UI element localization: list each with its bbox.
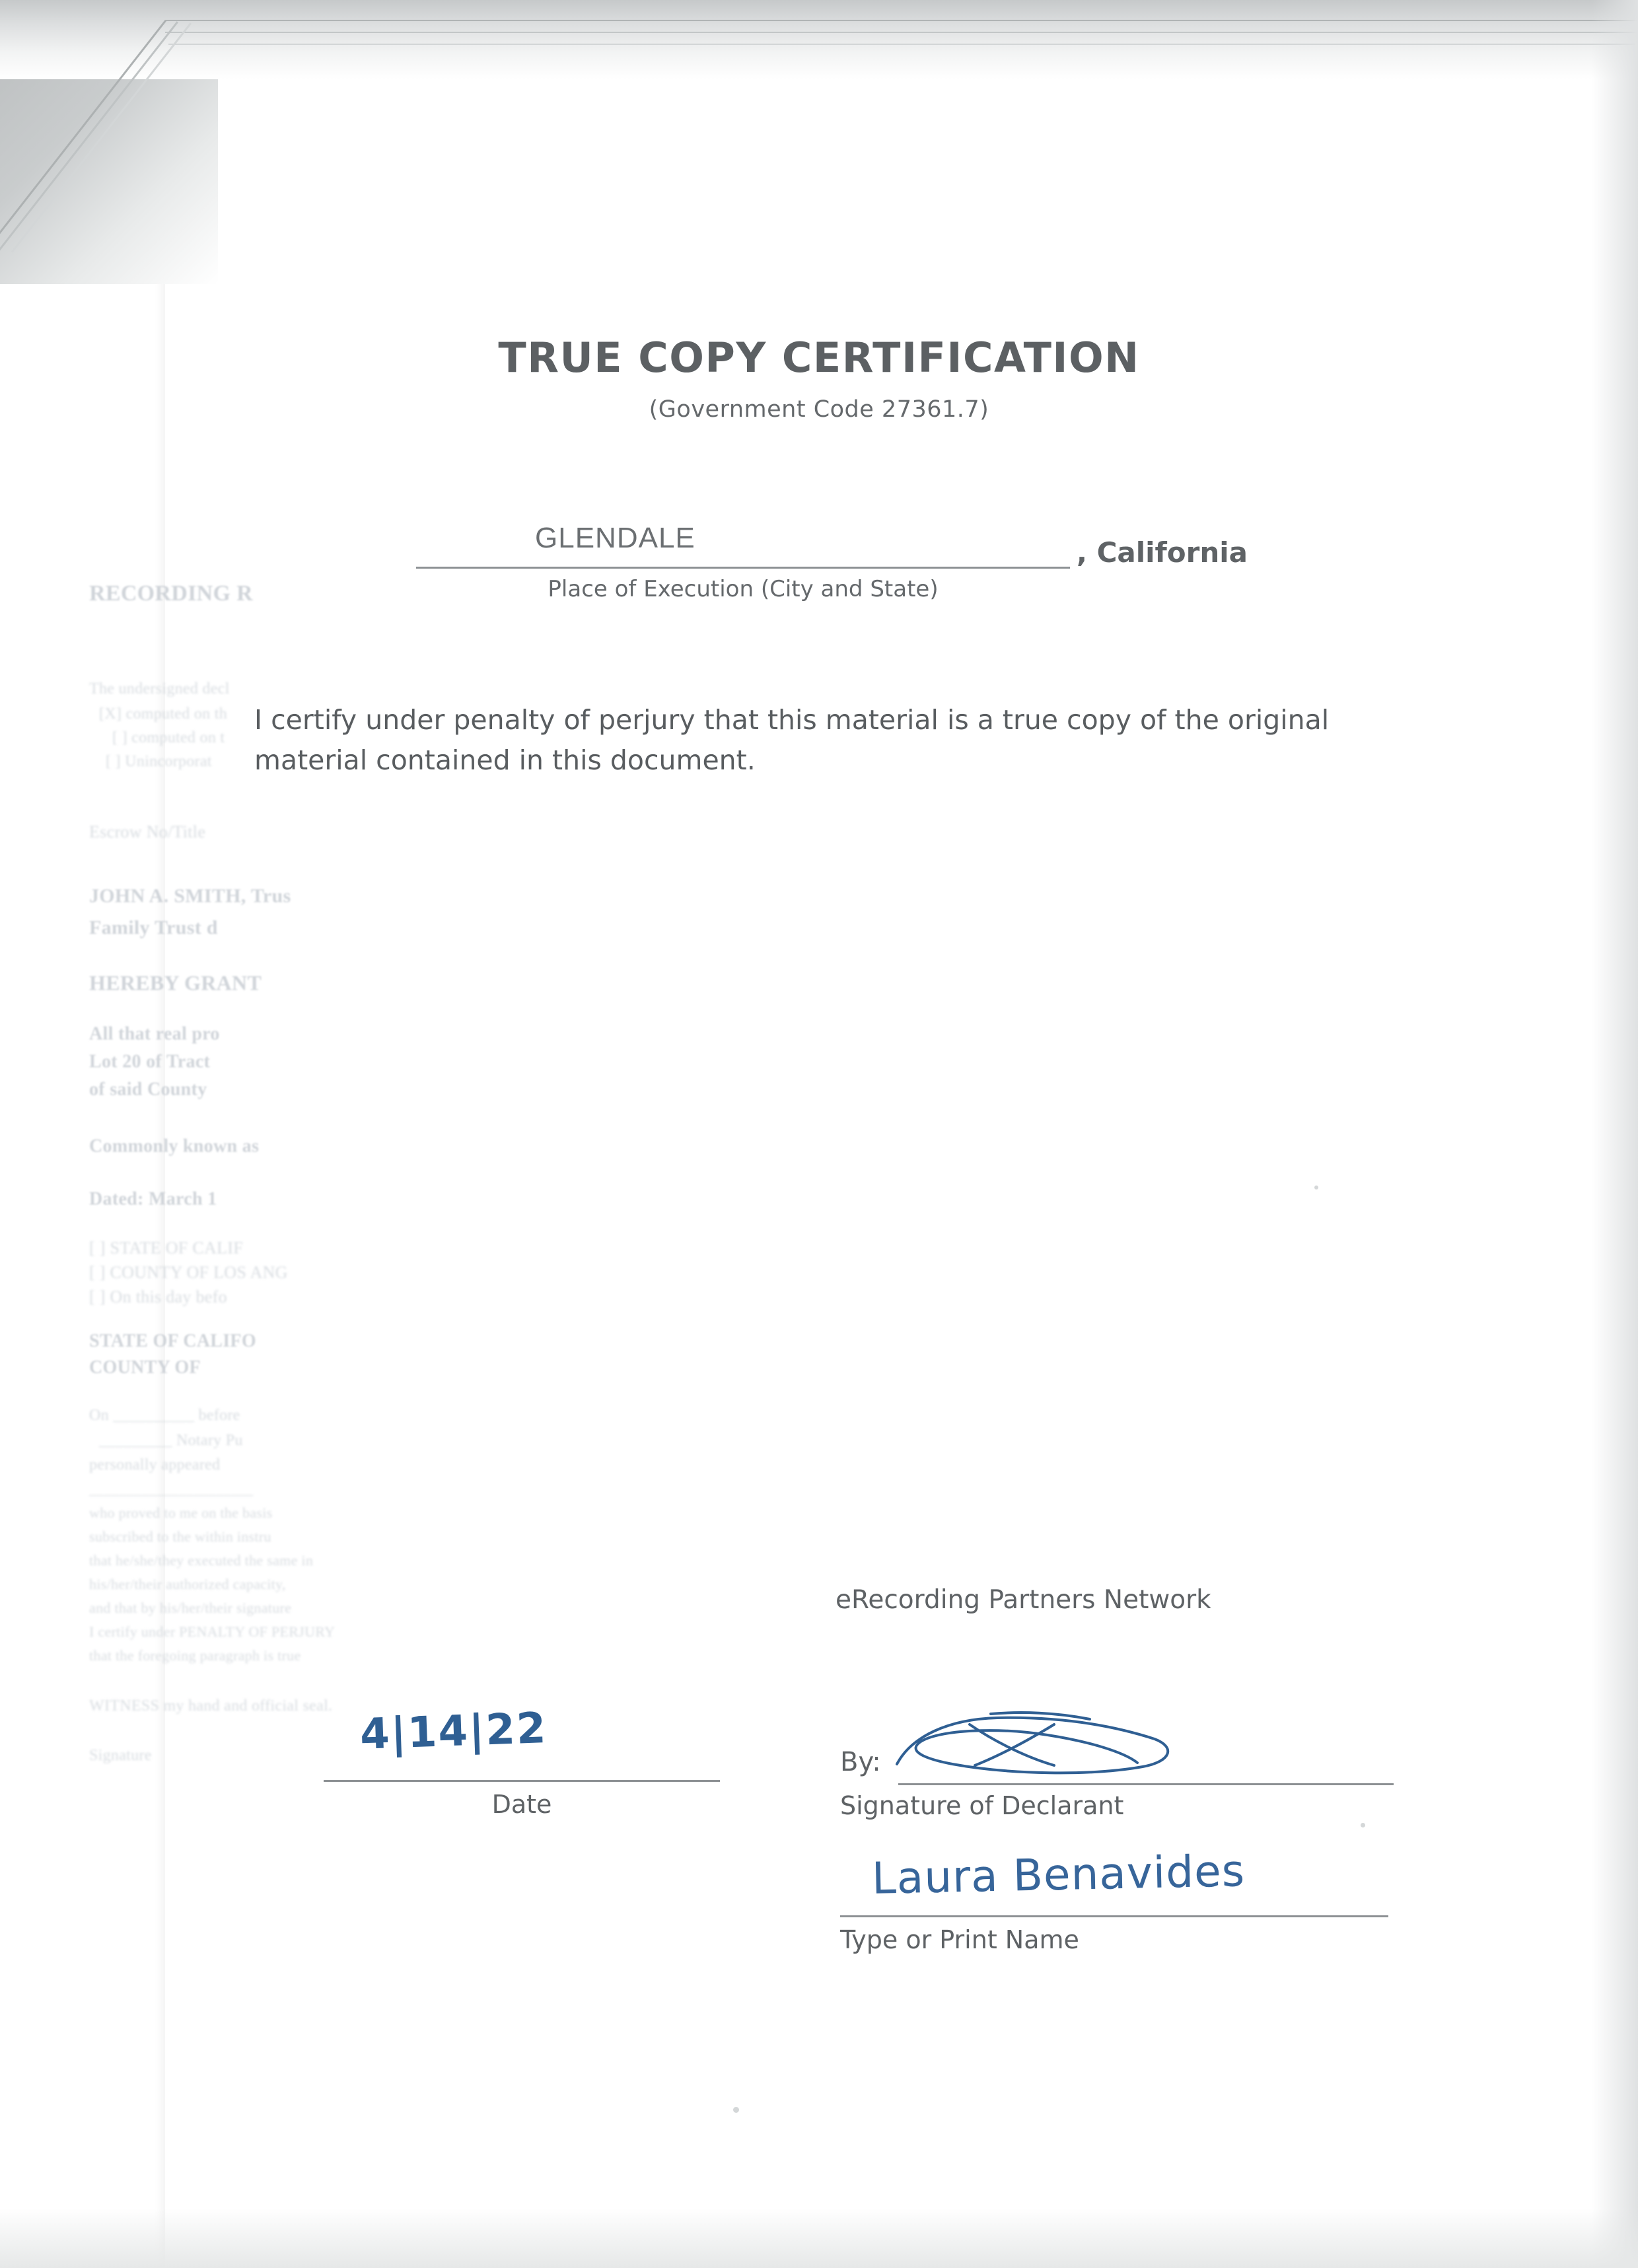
scanned-document-page: RECORDING R The undersigned decl [X] computed on th [ ] computed on t [ ] Unincorporat Escrow No/Title JOHN A. SMITH, Trus Family Trust d HEREBY GRANT All that real pro Lot 20 of Tract of said County Commonly known as Dated: March 1 [ ] STATE OF CALIF [ ] COUNTY OF LOS ANG [ ] On this day befo STATE OF CALIFO COUNTY OF On __________ before _________ Notary Pu personally appeared ______________________ who proved to me on the basis subscribed to the within instru that he/she/they executed the same in his/her/their authorized capacity, and that by his/her/their signature I certify under PENALTY OF PERJURY that the foregoing paragraph is true WITNESS my hand and official seal. Signature TRUE COPY CERTIFICATION (Government Code 27361.7) GLENDALE , California Place of Execution (City and State) I certify under penalty of perjury that this material is a true copy of the original material contained in this document. eRecording Partners Network 4|14|22 Date By: Signature of Declarant Laura Benavides Type or Print Name [0,0,1638,2268]
by-label: By: [840,1747,881,1777]
page-edge-line-3 [168,44,1635,45]
page-edge-line-2 [165,32,1638,33]
date-rule [324,1780,720,1782]
date-caption: Date [491,1790,552,1819]
place-of-execution-field [416,522,1275,602]
page-title: TRUE COPY CERTIFICATION [498,334,1140,382]
printed-name-caption: Type or Print Name [840,1925,1079,1954]
page-subtitle: (Government Code 27361.7) [649,396,989,423]
signature-caption: Signature of Declarant [840,1791,1124,1820]
place-of-execution-caption: Place of Execution (City and State) [548,576,939,602]
page-edge-line-1 [165,20,1638,21]
scan-speck [1314,1186,1318,1189]
place-of-execution-state-label: , California [1077,536,1248,569]
signature-rule [898,1783,1394,1785]
bottom-edge-shading [0,2209,1638,2268]
printed-name-handwritten-value: Laura Benavides [871,1845,1246,1904]
date-handwritten-value: 4|14|22 [359,1704,548,1759]
scan-speck [1361,1823,1365,1827]
certification-statement: I certify under penalty of perjury that this material is a true copy of the original material contained in this document. [254,704,1330,776]
scanner-top-shadow [0,0,1638,79]
declarant-company-name: eRecording Partners Network [836,1585,1211,1615]
scan-speck [733,2107,739,2113]
place-of-execution-city-value: GLENDALE [535,522,695,554]
place-of-execution-rule [416,567,1070,569]
printed-name-rule [840,1915,1388,1917]
